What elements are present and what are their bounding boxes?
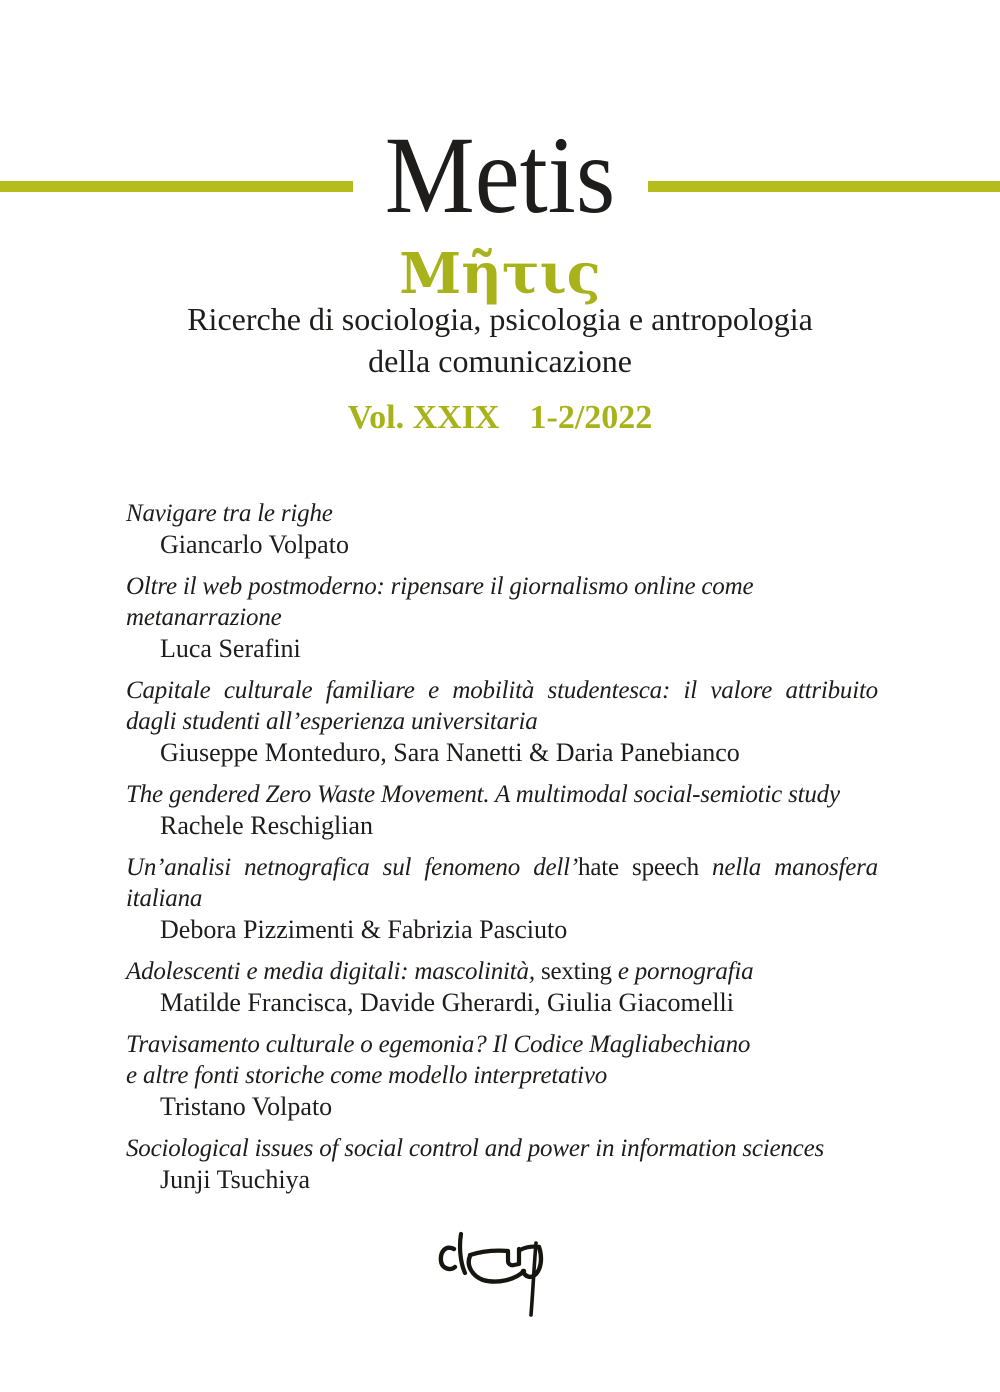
toc-entry <box>126 675 878 768</box>
title-run-italic: Oltre il web postmoderno: ripensare il giornalismo online come <box>126 573 754 600</box>
article-title-line <box>126 956 878 987</box>
article-title-line <box>126 852 878 883</box>
article-title-line <box>126 779 878 810</box>
volume-label: Vol. XXIX <box>347 399 500 436</box>
article-authors: Giuseppe Monteduro, Sara Nanetti & Daria Panebianco <box>160 738 740 767</box>
toc-entry <box>126 956 878 1018</box>
journal-subtitle <box>0 298 1000 382</box>
article-authors: Debora Pizzimenti & Fabrizia Pasciuto <box>160 915 568 944</box>
article-title-line <box>126 571 878 602</box>
journal-greek-title: Μῆτις <box>399 241 601 307</box>
table-of-contents <box>126 498 878 1206</box>
article-title-line <box>126 602 878 633</box>
title-run-italic: Un’analisi netnografica sul fenomeno dell’ <box>126 854 579 881</box>
article-title-line <box>126 498 878 529</box>
article-title-line <box>126 1029 878 1060</box>
article-authors: Matilde Francisca, Davide Gherardi, Giulia Giacomelli <box>160 988 734 1017</box>
title-run-italic: e altre fonti storiche come modello interpretativo <box>126 1062 608 1089</box>
title-run-italic: Capitale culturale familiare e mobilità studentesca: il valore attribuito <box>126 677 878 704</box>
article-title-line <box>126 675 878 706</box>
article-authors: Giancarlo Volpato <box>160 530 349 559</box>
toc-entry <box>126 852 878 945</box>
title-run-italic: Navigare tra le righe <box>126 500 333 527</box>
article-authors: Tristano Volpato <box>160 1092 333 1121</box>
subtitle-line-1: Ricerche di sociologia, psicologia e antropologia <box>187 301 813 337</box>
article-authors: Luca Serafini <box>160 634 301 663</box>
article-authors: Rachele Reschiglian <box>160 811 373 840</box>
title-run-italic: Adolescenti e media digitali: mascolinità, <box>126 958 535 985</box>
title-run-italic: dagli studenti all’esperienza universitaria <box>126 708 538 735</box>
title-run-italic: e pornografia <box>617 958 754 985</box>
toc-entry <box>126 1133 878 1195</box>
journal-title: Metis <box>384 114 616 236</box>
cleup-logo <box>425 1218 575 1318</box>
article-title-line <box>126 1060 878 1091</box>
article-authors: Junji Tsuchiya <box>160 1165 311 1194</box>
volume-issue-line <box>0 400 1000 436</box>
title-run-italic: Sociological issues of social control and power in information sciences <box>126 1135 825 1162</box>
article-title-line <box>126 883 878 914</box>
title-run-italic: Travisamento culturale o egemonia? Il Codice Magliabechiano <box>126 1031 751 1058</box>
title-run-italic: italiana <box>126 885 203 912</box>
toc-entry <box>126 1029 878 1122</box>
title-run-italic: nella manosfera <box>698 854 878 881</box>
title-run-italic: The gendered Zero Waste Movement. A multimodal social-semiotic study <box>126 781 840 808</box>
toc-entry <box>126 779 878 841</box>
title-run-italic: metanarrazione <box>126 604 282 631</box>
issue-label: 1-2/2022 <box>529 399 653 436</box>
title-run-roman: sexting <box>534 958 618 985</box>
article-title-line <box>126 706 878 737</box>
subtitle-line-2: della comunicazione <box>368 343 632 379</box>
toc-entry <box>126 498 878 560</box>
title-run-roman: hate speech <box>578 854 699 881</box>
article-title-line <box>126 1133 878 1164</box>
toc-entry <box>126 571 878 664</box>
publisher-logo-area <box>0 1218 1000 1318</box>
